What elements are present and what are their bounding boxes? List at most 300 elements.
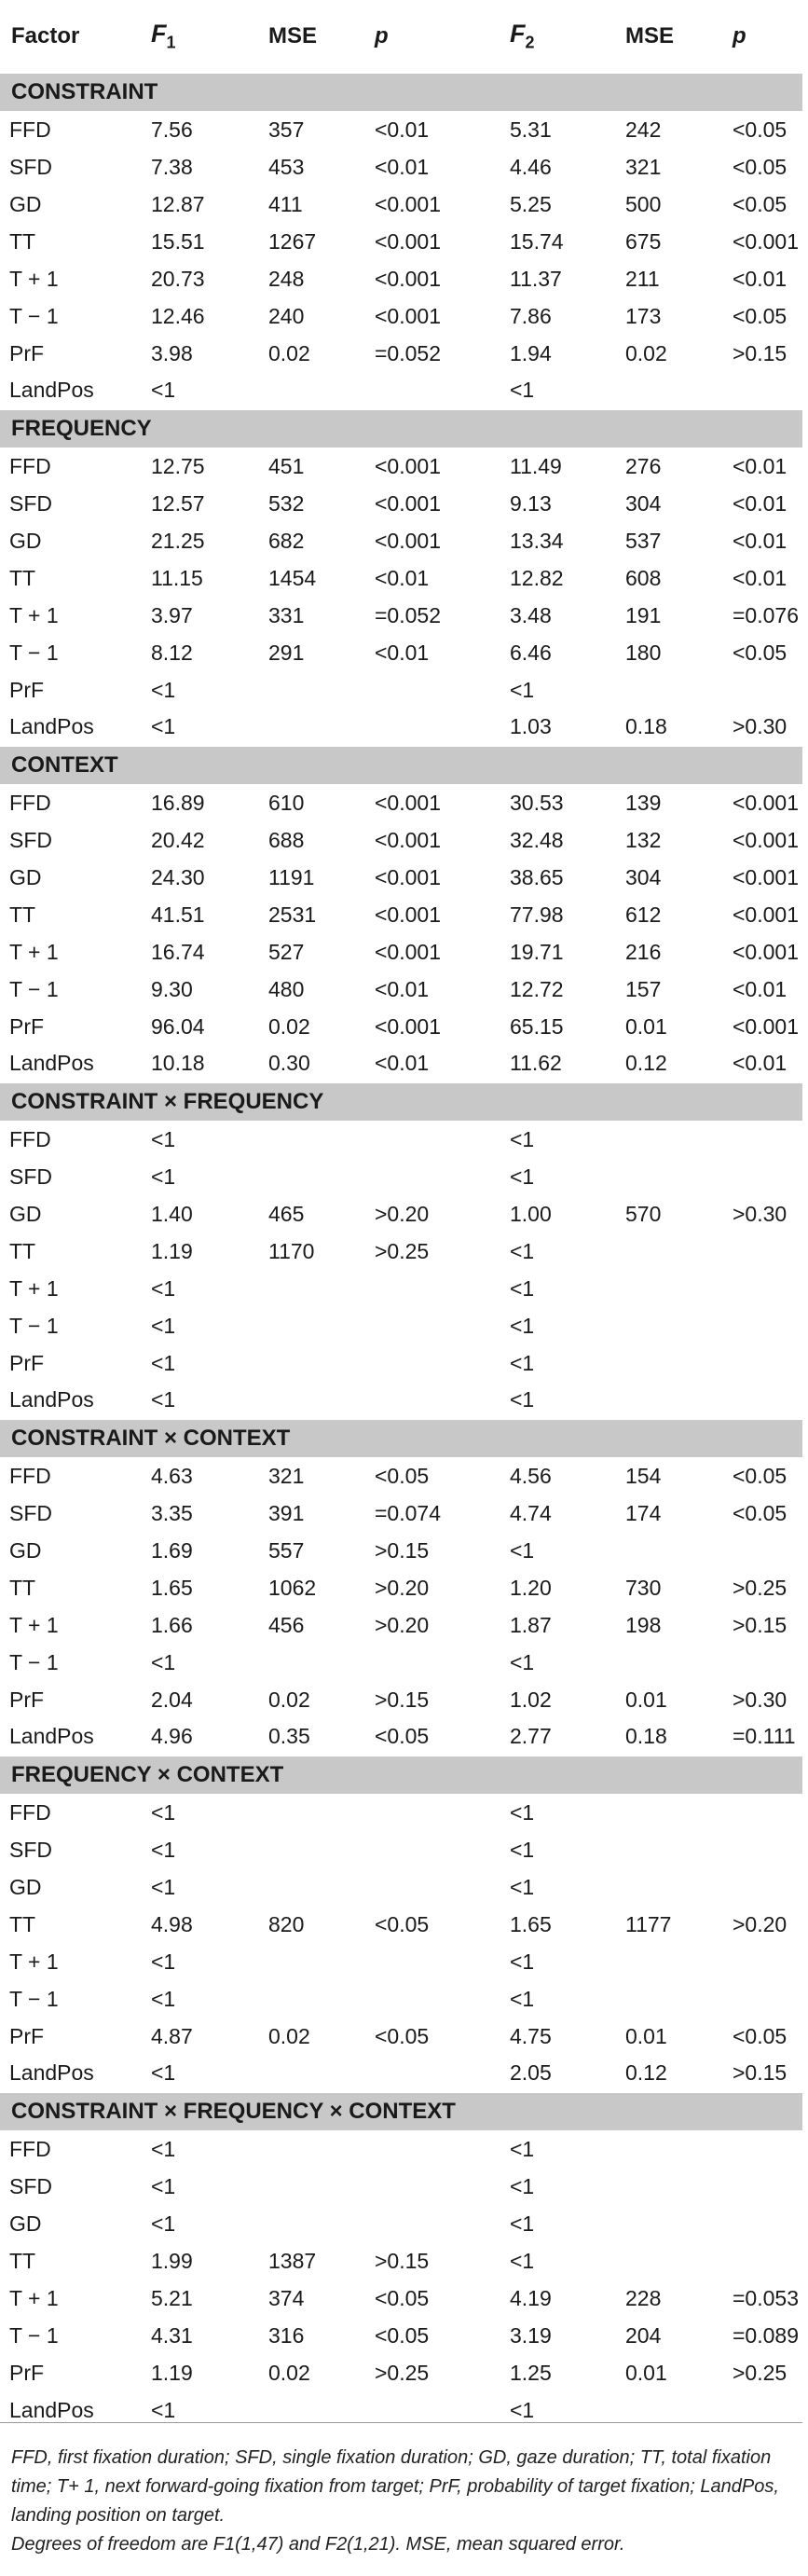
table-row bbox=[0, 709, 802, 746]
cell-f2: <1 bbox=[510, 1799, 535, 1825]
cell-factor: T − 1 bbox=[9, 1313, 59, 1338]
cell-p1: >0.15 bbox=[375, 1537, 430, 1563]
cell-p2: <0.01 bbox=[733, 528, 787, 553]
cell-mse2 bbox=[614, 1307, 721, 1344]
cell-factor: T − 1 bbox=[9, 640, 59, 665]
cell-p1: <0.001 bbox=[375, 191, 441, 216]
cell-mse1: 0.02 bbox=[268, 1013, 310, 1039]
section-title: CONTEXT bbox=[0, 746, 802, 784]
table-row bbox=[0, 1606, 802, 1644]
cell-p2 bbox=[721, 1794, 802, 1831]
cell-mse2: 132 bbox=[625, 827, 662, 852]
cell-mse2 bbox=[614, 372, 721, 409]
cell-factor: PrF bbox=[9, 1350, 45, 1375]
cell-f2: <1 bbox=[510, 2173, 535, 2198]
cell-p1 bbox=[363, 671, 499, 709]
cell-mse1 bbox=[257, 1121, 363, 1158]
table-row bbox=[0, 485, 802, 522]
table-row bbox=[0, 448, 802, 485]
cell-f1: <1 bbox=[151, 1949, 176, 1974]
cell-p2: >0.30 bbox=[733, 714, 787, 738]
cell-f1: <1 bbox=[151, 1164, 176, 1189]
cell-factor: LandPos bbox=[9, 714, 94, 738]
cell-p2 bbox=[721, 1980, 802, 2018]
cell-p2: <0.01 bbox=[733, 976, 787, 1001]
cell-mse1: 291 bbox=[268, 640, 305, 665]
cell-p1 bbox=[363, 1868, 499, 1906]
cell-mse1: 0.30 bbox=[268, 1051, 310, 1075]
table-header bbox=[0, 0, 802, 73]
cell-mse1 bbox=[257, 1644, 363, 1681]
cell-p2 bbox=[721, 2242, 802, 2280]
cell-p1: <0.001 bbox=[375, 228, 441, 254]
cell-factor: FFD bbox=[9, 1799, 51, 1825]
cell-p2 bbox=[721, 2205, 802, 2242]
cell-f1: 41.51 bbox=[151, 902, 205, 927]
cell-factor: T − 1 bbox=[9, 303, 59, 328]
cell-mse2 bbox=[614, 671, 721, 709]
table-row bbox=[0, 1121, 802, 1158]
cell-factor: TT bbox=[9, 1238, 36, 1263]
cell-mse2: 537 bbox=[625, 528, 662, 553]
cell-factor: GD bbox=[9, 864, 42, 889]
cell-f2: <1 bbox=[510, 1313, 535, 1338]
cell-factor: LandPos bbox=[9, 1387, 94, 1412]
cell-factor: SFD bbox=[9, 1837, 52, 1862]
cell-f1: 11.15 bbox=[151, 565, 203, 590]
cell-p1: <0.05 bbox=[375, 1463, 430, 1488]
cell-f2: 5.25 bbox=[510, 191, 552, 216]
cell-factor: T + 1 bbox=[9, 1612, 59, 1637]
section-header bbox=[0, 409, 802, 448]
cell-f1: 1.19 bbox=[151, 2360, 193, 2385]
table-row bbox=[0, 186, 802, 223]
cell-mse2: 276 bbox=[625, 453, 662, 478]
cell-f1: 9.30 bbox=[151, 976, 193, 1001]
cell-mse1 bbox=[257, 1794, 363, 1831]
table-row bbox=[0, 1307, 802, 1344]
cell-mse2 bbox=[614, 1980, 721, 2018]
cell-mse1: 610 bbox=[268, 790, 305, 815]
cell-factor: T + 1 bbox=[9, 266, 59, 291]
cell-p1: <0.001 bbox=[375, 864, 441, 889]
cell-p1: >0.15 bbox=[375, 1687, 430, 1712]
section-title: CONSTRAINT × FREQUENCY bbox=[0, 1082, 802, 1121]
cell-mse1 bbox=[257, 1868, 363, 1906]
cell-f1: <1 bbox=[151, 1986, 176, 2011]
cell-mse1: 391 bbox=[268, 1500, 305, 1525]
cell-factor: FFD bbox=[9, 453, 51, 478]
cell-mse2 bbox=[614, 1158, 721, 1195]
cell-p2 bbox=[721, 671, 802, 709]
cell-p2: =0.053 bbox=[733, 2285, 799, 2310]
cell-f2: <1 bbox=[510, 2248, 535, 2273]
cell-factor: TT bbox=[9, 228, 36, 254]
cell-f2: <1 bbox=[510, 1275, 535, 1301]
table-row bbox=[0, 2242, 802, 2280]
cell-p2 bbox=[721, 1532, 802, 1569]
cell-f1: 12.75 bbox=[151, 453, 205, 478]
cell-mse2: 242 bbox=[625, 117, 662, 142]
cell-f2: <1 bbox=[510, 2136, 535, 2161]
cell-f2: 1.03 bbox=[510, 714, 552, 738]
cell-mse1 bbox=[257, 1831, 363, 1868]
cell-p1: <0.001 bbox=[375, 827, 441, 852]
table-row bbox=[0, 971, 802, 1008]
cell-mse1 bbox=[257, 1382, 363, 1419]
cell-mse1 bbox=[257, 1270, 363, 1307]
cell-f1: 3.98 bbox=[151, 340, 193, 365]
cell-p2: <0.05 bbox=[733, 191, 787, 216]
cell-f1: 7.38 bbox=[151, 154, 193, 179]
cell-mse1 bbox=[257, 2205, 363, 2242]
cell-mse2: 0.01 bbox=[625, 2023, 667, 2048]
cell-f1: 4.31 bbox=[151, 2322, 193, 2348]
cell-mse1: 1170 bbox=[268, 1238, 315, 1263]
cell-mse1 bbox=[257, 1943, 363, 1980]
cell-f1: 24.30 bbox=[151, 864, 205, 889]
cell-f2: 12.82 bbox=[510, 565, 564, 590]
table-row bbox=[0, 859, 802, 896]
cell-f2: 3.48 bbox=[510, 602, 552, 627]
cell-mse2: 1177 bbox=[625, 1911, 672, 1936]
cell-p2 bbox=[721, 2130, 802, 2168]
cell-p2 bbox=[721, 1831, 802, 1868]
cell-f2: 4.74 bbox=[510, 1500, 552, 1525]
cell-mse1: 0.02 bbox=[268, 2360, 310, 2385]
table-row bbox=[0, 2317, 802, 2354]
cell-f1: 1.19 bbox=[151, 1238, 193, 1263]
cell-mse2 bbox=[614, 1382, 721, 1419]
cell-f2: 77.98 bbox=[510, 902, 564, 927]
cell-mse1: 1191 bbox=[268, 864, 315, 889]
section-title: FREQUENCY bbox=[0, 409, 802, 448]
cell-f2: 1.20 bbox=[510, 1575, 552, 1600]
cell-p1: <0.001 bbox=[375, 790, 441, 815]
cell-f1: <1 bbox=[151, 1350, 176, 1375]
cell-f2: 2.05 bbox=[510, 2060, 552, 2085]
cell-mse1: 2531 bbox=[268, 902, 317, 927]
table-row bbox=[0, 2205, 802, 2242]
cell-p1: <0.001 bbox=[375, 1013, 441, 1039]
cell-p2: =0.076 bbox=[733, 602, 799, 627]
cell-factor: GD bbox=[9, 191, 42, 216]
cell-mse2 bbox=[614, 2168, 721, 2205]
cell-f1: 20.42 bbox=[151, 827, 205, 852]
cell-p1: <0.05 bbox=[375, 1724, 430, 1748]
cell-f1: <1 bbox=[151, 1275, 176, 1301]
cell-p1: <0.001 bbox=[375, 528, 441, 553]
cell-mse2: 0.01 bbox=[625, 2360, 667, 2385]
table-row bbox=[0, 597, 802, 634]
cell-f1: 1.69 bbox=[151, 1537, 193, 1563]
cell-f1: 10.18 bbox=[151, 1051, 205, 1075]
cell-p1 bbox=[363, 372, 499, 409]
cell-mse1 bbox=[257, 2055, 363, 2092]
cell-f1: <1 bbox=[151, 2173, 176, 2198]
cell-p1: <0.05 bbox=[375, 2285, 430, 2310]
table-row bbox=[0, 1158, 802, 1195]
cell-f1: 12.46 bbox=[151, 303, 205, 328]
cell-p2: <0.01 bbox=[733, 266, 787, 291]
section-title: FREQUENCY × CONTEXT bbox=[0, 1756, 802, 1794]
header-f1 bbox=[140, 0, 257, 73]
cell-p1: <0.05 bbox=[375, 2322, 430, 2348]
cell-f2: 1.00 bbox=[510, 1201, 552, 1226]
cell-p1: >0.25 bbox=[375, 2360, 430, 2385]
cell-mse2: 0.01 bbox=[625, 1687, 667, 1712]
cell-p1: =0.052 bbox=[375, 602, 441, 627]
cell-mse2: 304 bbox=[625, 490, 662, 516]
table-row bbox=[0, 1569, 802, 1606]
table-row bbox=[0, 1831, 802, 1868]
cell-p1 bbox=[363, 1344, 499, 1382]
cell-mse2 bbox=[614, 1644, 721, 1681]
table-row bbox=[0, 1008, 802, 1045]
section-header bbox=[0, 1082, 802, 1121]
cell-p2 bbox=[721, 1233, 802, 1270]
cell-p2 bbox=[721, 1868, 802, 1906]
cell-mse2: 204 bbox=[625, 2322, 662, 2348]
header-mse2: MSE bbox=[625, 22, 675, 48]
cell-f2: <1 bbox=[510, 1537, 535, 1563]
cell-p1 bbox=[363, 2055, 499, 2092]
cell-mse2: 612 bbox=[625, 902, 662, 927]
cell-f2: <1 bbox=[510, 1986, 535, 2011]
cell-p2: <0.05 bbox=[733, 154, 787, 179]
cell-mse2 bbox=[614, 1233, 721, 1270]
table-footnotes bbox=[0, 2422, 802, 2559]
cell-f2: <1 bbox=[510, 2397, 535, 2422]
cell-f1: 5.21 bbox=[151, 2285, 193, 2310]
cell-p1: <0.001 bbox=[375, 490, 441, 516]
cell-p1: =0.074 bbox=[375, 1500, 441, 1525]
cell-f2: 4.75 bbox=[510, 2023, 552, 2048]
cell-mse1: 532 bbox=[268, 490, 305, 516]
cell-mse1: 820 bbox=[268, 1911, 305, 1936]
cell-f1: 20.73 bbox=[151, 266, 205, 291]
cell-mse2 bbox=[614, 1344, 721, 1382]
cell-mse2: 570 bbox=[625, 1201, 662, 1226]
cell-f2: 11.49 bbox=[510, 453, 562, 478]
cell-mse2: 0.01 bbox=[625, 1013, 667, 1039]
section-title: CONSTRAINT × CONTEXT bbox=[0, 1419, 802, 1457]
table-row bbox=[0, 1794, 802, 1831]
cell-mse1: 0.02 bbox=[268, 2023, 310, 2048]
cell-p2: <0.01 bbox=[733, 565, 787, 590]
cell-factor: GD bbox=[9, 1201, 42, 1226]
cell-p2 bbox=[721, 1158, 802, 1195]
cell-p1: <0.01 bbox=[375, 154, 430, 179]
cell-p1 bbox=[363, 709, 499, 746]
header-f2 bbox=[499, 0, 614, 73]
cell-p1: >0.20 bbox=[375, 1612, 430, 1637]
cell-mse1 bbox=[257, 1158, 363, 1195]
cell-mse2 bbox=[614, 1868, 721, 1906]
cell-factor: PrF bbox=[9, 340, 45, 365]
cell-f2: 11.37 bbox=[510, 266, 562, 291]
cell-factor: TT bbox=[9, 565, 36, 590]
header-f2-sub: 2 bbox=[525, 33, 535, 52]
table-row bbox=[0, 1233, 802, 1270]
cell-mse1 bbox=[257, 1980, 363, 2018]
cell-factor: LandPos bbox=[9, 1724, 94, 1748]
cell-mse2: 500 bbox=[625, 191, 662, 216]
cell-mse1: 1267 bbox=[268, 228, 317, 254]
cell-f2: <1 bbox=[510, 378, 535, 402]
cell-factor: T + 1 bbox=[9, 2285, 59, 2310]
cell-p1 bbox=[363, 1943, 499, 1980]
table-row bbox=[0, 1532, 802, 1569]
cell-p1 bbox=[363, 1382, 499, 1419]
table-row bbox=[0, 297, 802, 335]
cell-factor: FFD bbox=[9, 117, 51, 142]
cell-mse1: 0.02 bbox=[268, 1687, 310, 1712]
cell-mse1: 453 bbox=[268, 154, 305, 179]
cell-f2: 1.94 bbox=[510, 340, 552, 365]
cell-p1: <0.01 bbox=[375, 1051, 430, 1075]
cell-mse2: 173 bbox=[625, 303, 662, 328]
cell-factor: SFD bbox=[9, 2173, 52, 2198]
cell-mse2 bbox=[614, 1121, 721, 1158]
cell-p2 bbox=[721, 1121, 802, 1158]
cell-f2: <1 bbox=[510, 2211, 535, 2236]
cell-p1 bbox=[363, 1831, 499, 1868]
cell-mse2 bbox=[614, 1270, 721, 1307]
cell-f1: <1 bbox=[151, 2397, 176, 2422]
cell-factor: FFD bbox=[9, 1463, 51, 1488]
cell-p2: <0.001 bbox=[733, 790, 799, 815]
cell-p2: <0.05 bbox=[733, 1500, 787, 1525]
table-row bbox=[0, 1457, 802, 1495]
cell-f2: 4.19 bbox=[510, 2285, 552, 2310]
cell-f1: 12.87 bbox=[151, 191, 205, 216]
cell-f2: <1 bbox=[510, 1837, 535, 1862]
cell-f1: 4.96 bbox=[151, 1724, 193, 1748]
cell-factor: T + 1 bbox=[9, 602, 59, 627]
cell-p2 bbox=[721, 1943, 802, 1980]
table-row bbox=[0, 1045, 802, 1082]
cell-p2: =0.111 bbox=[733, 1724, 796, 1748]
cell-mse2: 211 bbox=[625, 266, 660, 291]
cell-p2: >0.15 bbox=[733, 340, 787, 365]
cell-p2 bbox=[721, 372, 802, 409]
cell-factor: T − 1 bbox=[9, 976, 59, 1001]
cell-factor: T − 1 bbox=[9, 1649, 59, 1674]
cell-f1: 1.40 bbox=[151, 1201, 193, 1226]
cell-factor: FFD bbox=[9, 1126, 51, 1151]
header-f1-sub: 1 bbox=[166, 33, 176, 52]
cell-f2: 2.77 bbox=[510, 1724, 552, 1748]
cell-p1: <0.001 bbox=[375, 939, 441, 964]
cell-mse2: 216 bbox=[625, 939, 662, 964]
cell-f1: <1 bbox=[151, 1874, 176, 1899]
cell-factor: SFD bbox=[9, 490, 52, 516]
cell-factor: TT bbox=[9, 2248, 36, 2273]
cell-f2: <1 bbox=[510, 1126, 535, 1151]
cell-f1: 16.89 bbox=[151, 790, 205, 815]
cell-factor: PrF bbox=[9, 1687, 45, 1712]
section-title: CONSTRAINT × FREQUENCY × CONTEXT bbox=[0, 2092, 802, 2130]
cell-f2: 7.86 bbox=[510, 303, 552, 328]
header-row bbox=[0, 0, 802, 73]
table-row bbox=[0, 1718, 802, 1756]
cell-p2: <0.01 bbox=[733, 1051, 787, 1075]
cell-p1: <0.001 bbox=[375, 902, 441, 927]
section-header bbox=[0, 1419, 802, 1457]
table-row bbox=[0, 784, 802, 821]
table-row bbox=[0, 1344, 802, 1382]
cell-f2: 19.71 bbox=[510, 939, 564, 964]
table-row bbox=[0, 335, 802, 372]
cell-f2: 32.48 bbox=[510, 827, 564, 852]
cell-f2: 1.02 bbox=[510, 1687, 552, 1712]
header-mse1: MSE bbox=[268, 22, 318, 48]
cell-f1: 12.57 bbox=[151, 490, 205, 516]
cell-f2: <1 bbox=[510, 677, 535, 702]
cell-f1: 4.63 bbox=[151, 1463, 193, 1488]
cell-mse1: 1387 bbox=[268, 2248, 317, 2273]
cell-mse2 bbox=[614, 2205, 721, 2242]
cell-mse2: 174 bbox=[625, 1500, 662, 1525]
header-f1-base: F bbox=[151, 19, 167, 48]
table-row bbox=[0, 1495, 802, 1532]
cell-mse1: 465 bbox=[268, 1201, 305, 1226]
cell-f2: <1 bbox=[510, 1387, 535, 1412]
cell-p1 bbox=[363, 1644, 499, 1681]
cell-f2: 11.62 bbox=[510, 1051, 562, 1075]
cell-mse2: 198 bbox=[625, 1612, 662, 1637]
cell-f2: 30.53 bbox=[510, 790, 564, 815]
header-factor: Factor bbox=[11, 22, 80, 48]
cell-mse1: 331 bbox=[268, 602, 305, 627]
table-row bbox=[0, 148, 802, 186]
cell-p1 bbox=[363, 2205, 499, 2242]
table-row bbox=[0, 896, 802, 933]
cell-f1: <1 bbox=[151, 2211, 176, 2236]
cell-f1: 4.87 bbox=[151, 2023, 193, 2048]
cell-p2 bbox=[721, 1382, 802, 1419]
cell-p1: <0.001 bbox=[375, 266, 441, 291]
cell-f2: 3.19 bbox=[510, 2322, 552, 2348]
section-header bbox=[0, 746, 802, 784]
cell-mse2: 321 bbox=[625, 154, 662, 179]
cell-p2: <0.05 bbox=[733, 2023, 787, 2048]
cell-f2: 65.15 bbox=[510, 1013, 564, 1039]
cell-f1: 21.25 bbox=[151, 528, 205, 553]
section-title: CONSTRAINT bbox=[0, 73, 802, 111]
header-p2: p bbox=[733, 22, 746, 48]
cell-f1: 7.56 bbox=[151, 117, 193, 142]
cell-mse1: 1454 bbox=[268, 565, 317, 590]
table-row bbox=[0, 1195, 802, 1233]
cell-factor: PrF bbox=[9, 1013, 45, 1039]
table-row bbox=[0, 634, 802, 671]
cell-f2: 1.87 bbox=[510, 1612, 552, 1637]
cell-p2: >0.20 bbox=[733, 1911, 787, 1936]
cell-mse1 bbox=[257, 2168, 363, 2205]
cell-mse2 bbox=[614, 1532, 721, 1569]
cell-mse2: 304 bbox=[625, 864, 662, 889]
cell-mse1: 1062 bbox=[268, 1575, 317, 1600]
table-row bbox=[0, 1270, 802, 1307]
cell-mse1 bbox=[257, 1344, 363, 1382]
cell-mse2 bbox=[614, 1831, 721, 1868]
cell-f1: 1.65 bbox=[151, 1575, 193, 1600]
cell-f2: <1 bbox=[510, 1949, 535, 1974]
footnote-degrees-of-freedom: Degrees of freedom are F1(1,47) and F2(1,21). MSE, mean squared error. bbox=[11, 2534, 625, 2555]
cell-p1 bbox=[363, 2168, 499, 2205]
